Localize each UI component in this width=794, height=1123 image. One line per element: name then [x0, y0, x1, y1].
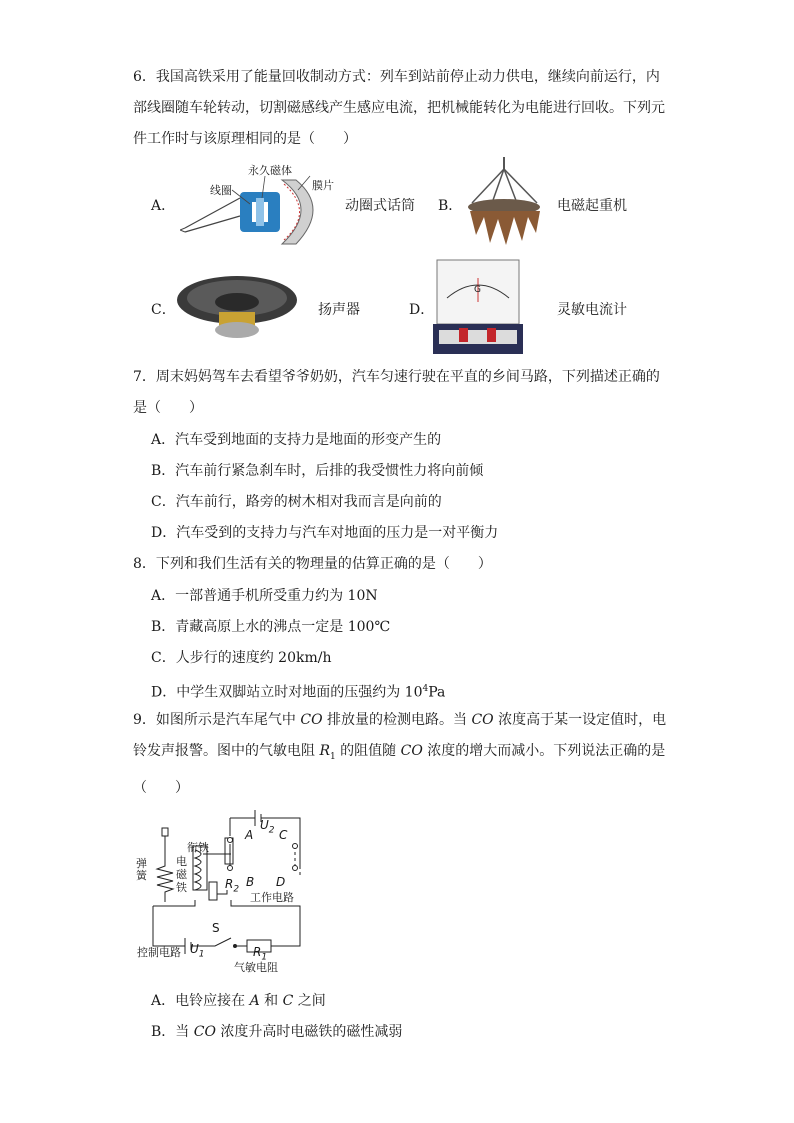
q6-option-a-text: 动圈式话筒 — [345, 198, 415, 214]
circuit-label-u2: $U_2$ — [260, 818, 275, 836]
q9-option-a[interactable]: A．电铃应接在 A 和 C 之间 — [151, 993, 326, 1009]
circuit-label-d: D — [276, 875, 286, 889]
circuit-label-r2: $R_2$ — [225, 877, 240, 895]
galvanometer-figure — [433, 258, 523, 360]
question-8-stem: 8．下列和我们生活有关的物理量的估算正确的是（ ） — [133, 556, 492, 572]
q7-option-c[interactable]: C．汽车前行，路旁的树木相对我而言是向前的 — [151, 494, 442, 510]
circuit-label-a: A — [245, 828, 254, 842]
label-permanent-magnet: 永久磁体 — [248, 164, 292, 177]
q8-option-a[interactable]: A．一部普通手机所受重力约为 10N — [151, 588, 378, 604]
loudspeaker-figure — [175, 272, 300, 342]
q9-option-b[interactable]: B．当 CO 浓度升高时电磁铁的磁性减弱 — [151, 1024, 403, 1040]
q6-option-c-letter[interactable]: C． — [151, 302, 176, 318]
label-coil: 线圈 — [210, 184, 232, 197]
circuit-label-control-circuit: 控制电路 — [137, 946, 181, 959]
circuit-label-u1: $U_1$ — [190, 942, 205, 960]
q8-option-c[interactable]: C．人步行的速度约 20km/h — [151, 650, 332, 666]
q6-option-c-text: 扬声器 — [318, 302, 360, 318]
q7-option-a[interactable]: A．汽车受到地面的支持力是地面的形变产生的 — [151, 432, 442, 448]
electromagnetic-crane-figure — [462, 155, 547, 250]
q6-option-a-letter[interactable]: A． — [151, 198, 176, 214]
q7-option-b[interactable]: B．汽车前行紧急刹车时，后排的我受惯性力将向前倾 — [151, 463, 484, 479]
q7-option-d[interactable]: D．汽车受到的支持力与汽车对地面的压力是一对平衡力 — [151, 525, 499, 541]
question-7-stem: 7．周末妈妈驾车去看望爷爷奶奶，汽车匀速行驶在平直的乡间马路，下列描述正确的是（ ） — [133, 369, 660, 416]
q8-option-d[interactable]: D．中学生双脚站立时对地面的压强约为 $10^4Pa$ — [151, 684, 446, 701]
q8-option-b[interactable]: B．青藏高原上水的沸点一定是 100℃ — [151, 619, 391, 635]
question-9-stem: 9．如图所示是汽车尾气中 CO 排放量的检测电路。当 CO 浓度高于某一设定值时，电铃发声报警。图中的气敏电阻 $R_1$ 的阻值随 CO 浓度的增大而减小。下列说法正确的是 （ ） — [133, 712, 667, 796]
circuit-label-r1: $R_1$ — [253, 945, 268, 963]
circuit-label-spring: 弹簧 — [136, 857, 147, 882]
circuit-label-switch: S — [212, 921, 220, 935]
q6-option-b-letter[interactable]: B． — [438, 198, 463, 214]
q6-option-d-text: 灵敏电流计 — [557, 302, 627, 318]
q6-option-b-text: 电磁起重机 — [557, 198, 627, 214]
label-membrane: 膜片 — [312, 179, 334, 192]
q6-option-d-letter[interactable]: D． — [409, 302, 435, 318]
galvanometer-g-label: G — [474, 285, 481, 295]
circuit-label-c: C — [279, 828, 288, 842]
circuit-label-gas-resistor: 气敏电阻 — [234, 961, 278, 974]
circuit-label-work-circuit: 工作电路 — [250, 891, 294, 904]
question-6-stem: 6．我国高铁采用了能量回收制动方式：列车到站前停止动力供电，继续向前运行，内部线圈随车轮转动，切割磁感线产生感应电流，把机械能转化为电能进行回收。下列元件工作时与该原理相同的是（ ） — [133, 69, 665, 147]
circuit-label-armature: 衔铁 — [187, 841, 209, 854]
circuit-label-b: B — [246, 875, 255, 889]
circuit-label-electromagnet: 电磁铁 — [176, 855, 187, 894]
